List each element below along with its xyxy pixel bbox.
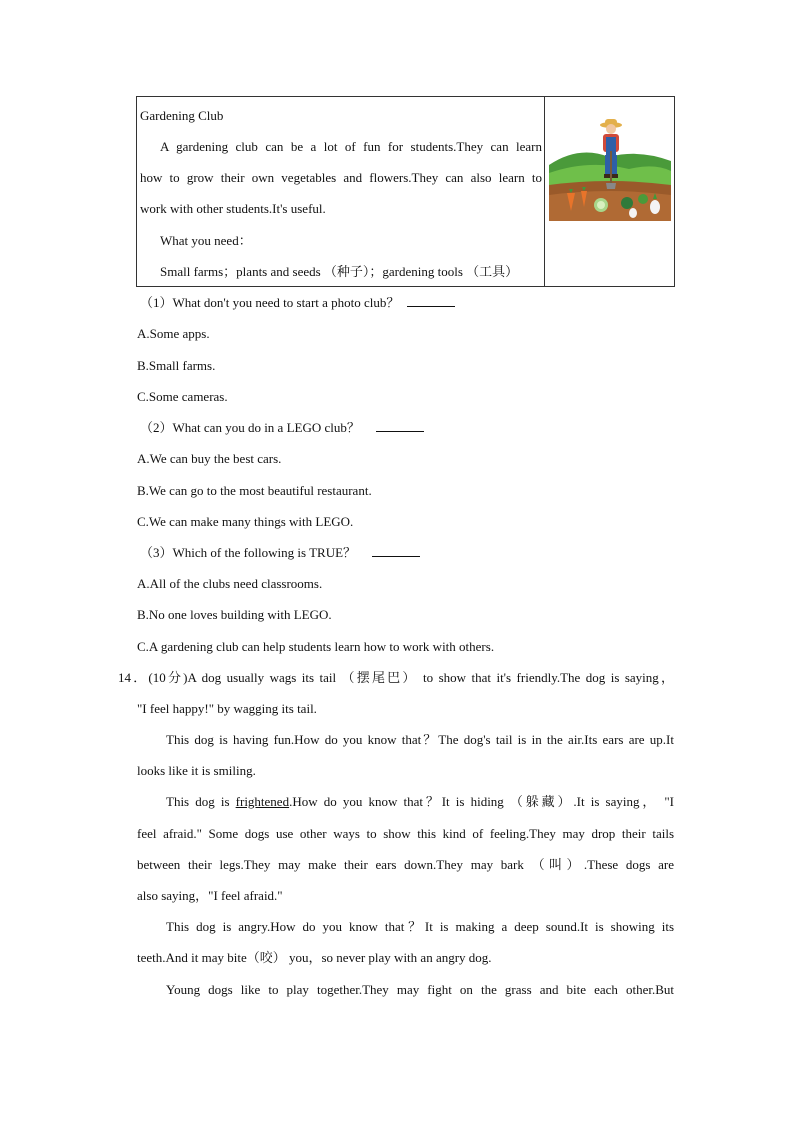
answer-blank[interactable]: [376, 419, 424, 432]
q14-paragraph-line: looks like it is smiling.: [137, 763, 256, 778]
q14-paragraph-line: teeth.And it may bite（咬） you，so never play with an angry dog.: [137, 950, 492, 965]
passage-box: [136, 96, 675, 287]
option-3a: A.All of the clubs need classrooms.: [137, 576, 323, 591]
answer-blank[interactable]: [407, 294, 455, 307]
q14-header: 14．(10分)A dog usually wags its tail （摆尾巴） to show that it's friendly.The dog is saying，: [118, 670, 674, 685]
question-1-prompt: （1）What don't you need to start a photo club？: [140, 295, 400, 310]
q14-paragraph-line: between their legs.They may make their ears down.They may bark （叫）.These dogs are: [137, 857, 674, 872]
passage-line: A gardening club can be a lot of fun for students.They can learn: [160, 139, 542, 154]
option-3b: B.No one loves building with LEGO.: [137, 607, 332, 622]
q14-paragraph-line: This dog is angry.How do you know that？It is making a deep sound.It is showing its: [166, 919, 674, 934]
table-divider: [544, 97, 545, 286]
passage-line: Small farms；plants and seeds （种子）；gardening tools （工具）: [160, 264, 519, 279]
passage-line: work with other students.It's useful.: [140, 201, 326, 216]
text-segment: This dog is: [166, 794, 236, 809]
q14-paragraph-line: This dog is having fun.How do you know that？The dog's tail is in the air.Its ears are up.It: [166, 732, 674, 747]
option-1a: A.Some apps.: [137, 326, 210, 341]
option-2a: A.We can buy the best cars.: [137, 451, 282, 466]
question-1: [140, 294, 455, 312]
option-1b: B.Small farms.: [137, 358, 216, 373]
q14-paragraph-line: Young dogs like to play together.They may fight on the grass and bite each other.But: [166, 982, 674, 997]
q14-paragraph-line: feel afraid." Some dogs use other ways to show this kind of feeling.They may drop their tails: [137, 826, 674, 841]
option-2b: B.We can go to the most beautiful restaurant.: [137, 483, 372, 498]
option-1c: C.Some cameras.: [137, 389, 228, 404]
farmer-illustration: [549, 115, 671, 221]
underlined-word: frightened: [235, 794, 290, 809]
text-segment: .How do you know that？It is hiding （躲藏）.It is saying， "I: [289, 794, 674, 809]
passage-line: how to grow their own vegetables and flowers.They can also learn to: [140, 170, 542, 185]
q14-paragraph-line: [166, 793, 674, 811]
q14-line: "I feel happy!" by wagging its tail.: [137, 701, 317, 716]
question-3: [140, 544, 420, 562]
option-2c: C.We can make many things with LEGO.: [137, 514, 354, 529]
question-2-prompt: （2）What can you do in a LEGO club？: [140, 420, 360, 435]
option-3c: C.A gardening club can help students learn how to work with others.: [137, 639, 495, 654]
question-2: [140, 419, 424, 437]
passage-title: Gardening Club: [140, 108, 224, 123]
question-3-prompt: （3）Which of the following is TRUE？: [140, 545, 357, 560]
passage-line: What you need：: [160, 233, 252, 248]
q14-paragraph-line: also saying，"I feel afraid.": [137, 888, 283, 903]
answer-blank[interactable]: [372, 544, 420, 557]
